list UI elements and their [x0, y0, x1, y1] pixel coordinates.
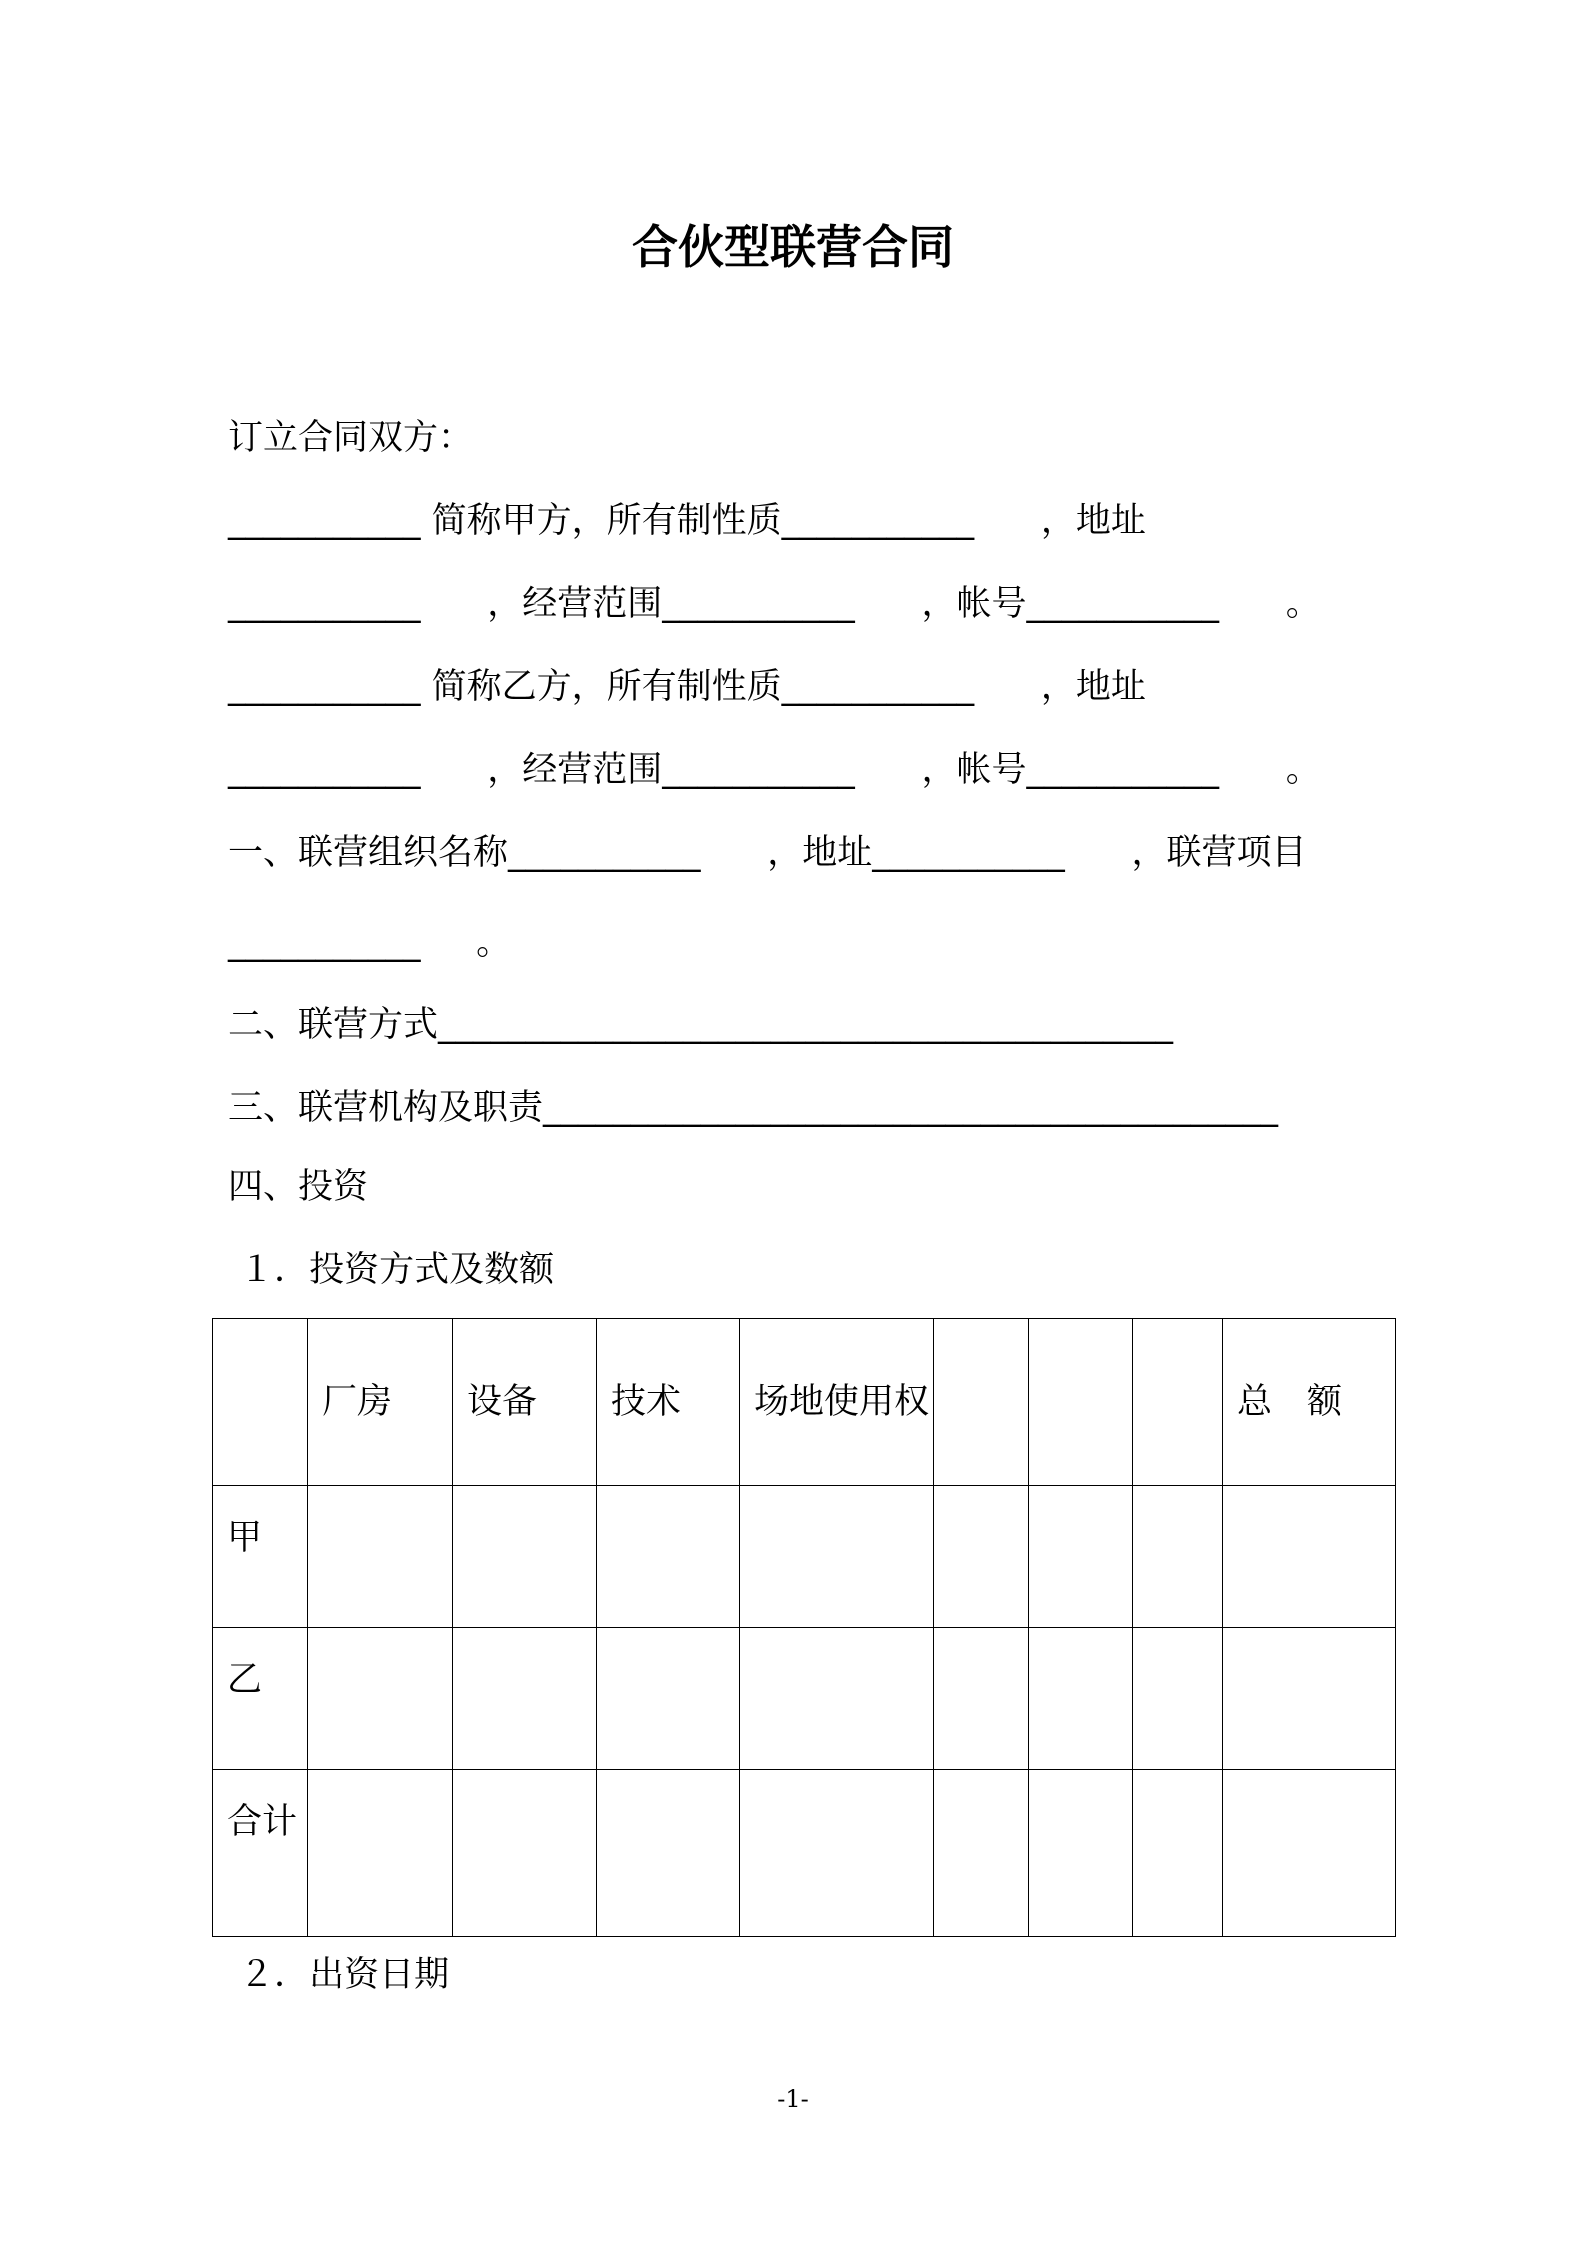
table-cell[interactable] — [1133, 1486, 1223, 1628]
table-cell[interactable] — [453, 1628, 597, 1770]
header-cell: 设备 — [453, 1319, 597, 1486]
table-cell[interactable] — [934, 1486, 1029, 1628]
investment-table-wrap — [212, 1318, 1396, 1937]
table-cell[interactable] — [1029, 1628, 1133, 1770]
clause-4-2-heading: ２．出资日期 — [228, 1955, 450, 1995]
party-b-line-2: ___________ ，经营范围___________ ，帐号___________ 。 — [228, 750, 1321, 790]
header-cell — [934, 1319, 1029, 1486]
header-cell: 厂房 — [308, 1319, 453, 1486]
table-cell[interactable] — [934, 1770, 1029, 1937]
header-cell: 场地使用权 — [740, 1319, 934, 1486]
row-label: 甲 — [213, 1486, 308, 1628]
table-row — [213, 1770, 1396, 1937]
table-cell[interactable] — [597, 1628, 740, 1770]
table-cell[interactable] — [1133, 1628, 1223, 1770]
table-cell[interactable] — [740, 1628, 934, 1770]
table-cell[interactable] — [453, 1486, 597, 1628]
row-label: 乙 — [213, 1628, 308, 1770]
party-a-line-1: ___________ 简称甲方，所有制性质___________ ，地址 — [228, 501, 1146, 541]
table-row — [213, 1486, 1396, 1628]
investment-table — [212, 1318, 1396, 1937]
party-b-line-1: ___________ 简称乙方，所有制性质___________ ，地址 — [228, 667, 1146, 707]
table-cell[interactable] — [453, 1770, 597, 1937]
parties-heading: 订立合同双方： — [228, 418, 474, 458]
clause-4-1-heading: １．投资方式及数额 — [228, 1250, 555, 1290]
document-title: 合伙型联营合同 — [632, 220, 954, 274]
table-cell[interactable] — [308, 1486, 453, 1628]
header-cell — [1029, 1319, 1133, 1486]
table-cell[interactable] — [1223, 1486, 1396, 1628]
table-cell[interactable] — [1029, 1486, 1133, 1628]
table-header-row — [213, 1319, 1396, 1486]
table-cell[interactable] — [597, 1486, 740, 1628]
table-cell[interactable] — [740, 1486, 934, 1628]
table-cell[interactable] — [308, 1628, 453, 1770]
header-cell — [1133, 1319, 1223, 1486]
clause-2: 二、联营方式__________________________________________ — [228, 1005, 1174, 1045]
table-cell[interactable] — [597, 1770, 740, 1937]
table-cell[interactable] — [1223, 1628, 1396, 1770]
party-a-line-2: ___________ ，经营范围___________ ，帐号___________ 。 — [228, 584, 1321, 624]
clause-4-heading: 四、投资 — [228, 1167, 369, 1207]
clause-3: 三、联营机构及职责__________________________________________ — [228, 1088, 1279, 1128]
clause-1-line-2: ___________ 。 — [228, 923, 512, 963]
row-label: 合计 — [213, 1770, 308, 1937]
header-cell: 总 额 — [1223, 1319, 1396, 1486]
table-cell[interactable] — [1029, 1770, 1133, 1937]
table-cell[interactable] — [934, 1628, 1029, 1770]
header-cell: 技术 — [597, 1319, 740, 1486]
table-cell[interactable] — [740, 1770, 934, 1937]
clause-1-line-1: 一、联营组织名称___________ ，地址___________ ，联营项目 — [228, 833, 1307, 873]
table-row — [213, 1628, 1396, 1770]
table-cell[interactable] — [1223, 1770, 1396, 1937]
page-number: -1- — [777, 2085, 809, 2113]
table-cell[interactable] — [308, 1770, 453, 1937]
header-cell — [213, 1319, 308, 1486]
table-cell[interactable] — [1133, 1770, 1223, 1937]
